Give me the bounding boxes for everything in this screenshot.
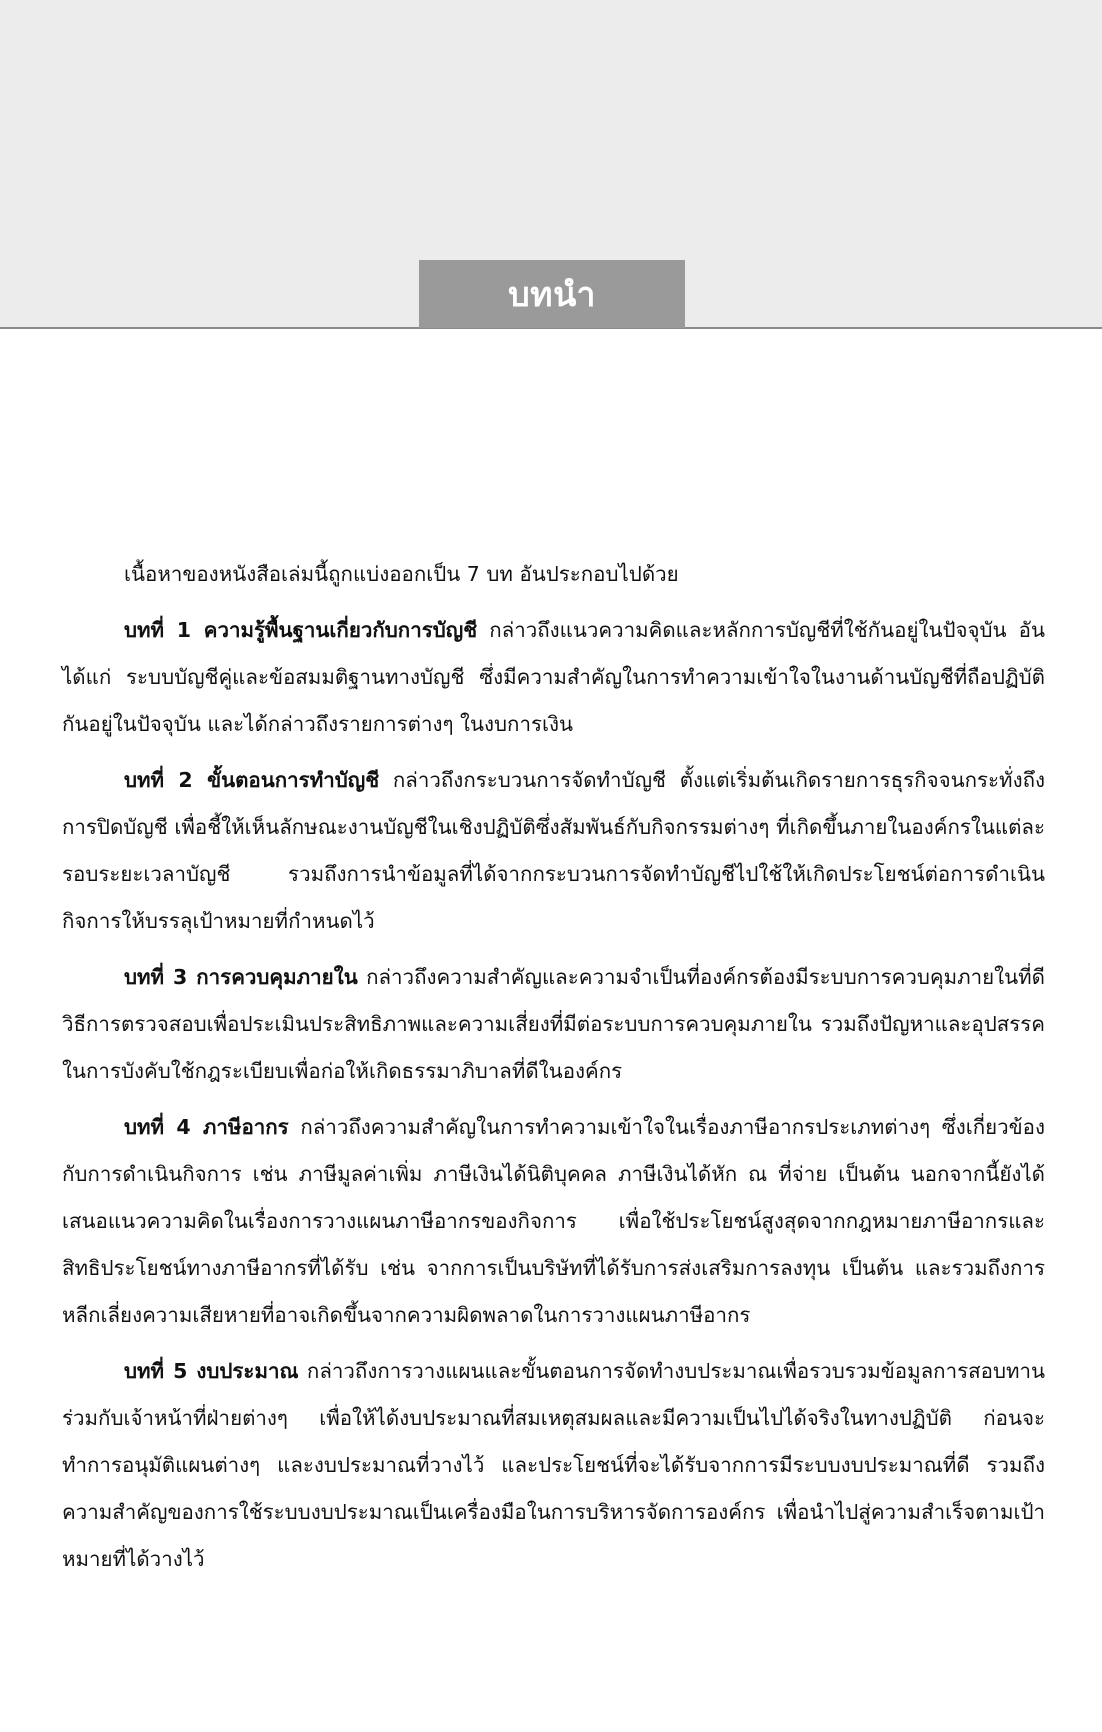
- chapter-3-body: กล่าวถึงความสำคัญและความจำเป็นที่องค์กรต้องมีระบบการควบคุมภายในที่ดี วิธีการตรวจสอบเพื่อประเมินประสิทธิภาพและความเสี่ยงที่มีต่อระบบการควบคุมภายใน รวมถึงปัญหาและอุปสรรคในการบังคับใช้กฎระเบียบเพื่อก่อให้เกิดธรรมาภิบาลที่ดีในองค์กร: [62, 965, 1045, 1083]
- chapter-5-paragraph: [62, 1348, 1045, 1583]
- chapter-3-paragraph: [62, 954, 1045, 1095]
- content-body: [62, 551, 1045, 1592]
- chapter-5-body: กล่าวถึงการวางแผนและขั้นตอนการจัดทำงบประมาณเพื่อรวบรวมข้อมูลการสอบทานร่วมกับเจ้าหน้าที่ฝ่ายต่างๆ เพื่อให้ได้งบประมาณที่สมเหตุสมผลและมีความเป็นไปได้จริงในทางปฏิบัติ ก่อนจะทำการอนุมัติแผนต่างๆ และงบประมาณที่วางไว้ และประโยชน์ที่จะได้รับจากการมีระบบงบประมาณที่ดี รวมถึงความสำคัญของการใช้ระบบงบประมาณเป็นเครื่องมือในการบริหารจัดการองค์กร เพื่อนำไปสู่ความสำเร็จตามเป้าหมายที่ได้วางไว้: [62, 1359, 1045, 1571]
- chapter-2-body: กล่าวถึงกระบวนการจัดทำบัญชี ตั้งแต่เริ่มต้นเกิดรายการธุรกิจจนกระทั่งถึงการปิดบัญชี เพื่อชี้ให้เห็นลักษณะงานบัญชีในเชิงปฏิบัติซึ่งสัมพันธ์กับกิจกรรมต่างๆ ที่เกิดขึ้นภายในองค์กรในแต่ละรอบระยะเวลาบัญชี รวมถึงการนำข้อมูลที่ได้จากกระบวนการจัดทำบัญชีไปใช้ให้เกิดประโยชน์ต่อการดำเนินกิจการให้บรรลุเป้าหมายที่กำหนดไว้: [62, 768, 1045, 933]
- chapter-4-heading: บทที่ 4 ภาษีอากร: [124, 1115, 289, 1139]
- chapter-5-heading: บทที่ 5 งบประมาณ: [124, 1359, 299, 1383]
- chapter-3-heading: บทที่ 3 การควบคุมภายใน: [124, 965, 358, 989]
- chapter-4-body: กล่าวถึงความสำคัญในการทำความเข้าใจในเรื่องภาษีอากรประเภทต่างๆ ซึ่งเกี่ยวข้องกับการดำเนินกิจการ เช่น ภาษีมูลค่าเพิ่ม ภาษีเงินได้นิติบุคคล ภาษีเงินได้หัก ณ ที่จ่าย เป็นต้น นอกจากนี้ยังได้เสนอแนวความคิดในเรื่องการวางแผนภาษีอากรของกิจการ เพื่อใช้ประโยชน์สูงสุดจากกฎหมายภาษีอากรและสิทธิประโยชน์ทางภาษีอากรที่ได้รับ เช่น จากการเป็นบริษัทที่ได้รับการส่งเสริมการลงทุน เป็นต้น และรวมถึงการหลีกเลี่ยงความเสียหายที่อาจเกิดขึ้นจากความผิดพลาดในการวางแผนภาษีอากร: [62, 1115, 1045, 1327]
- page-title: บทนำ: [419, 260, 685, 328]
- chapter-2-paragraph: [62, 757, 1045, 945]
- chapter-2-heading: บทที่ 2 ขั้นตอนการทำบัญชี: [124, 768, 380, 792]
- chapter-4-paragraph: [62, 1104, 1045, 1339]
- chapter-1-paragraph: [62, 607, 1045, 748]
- chapter-1-body: กล่าวถึงแนวความคิดและหลักการบัญชีที่ใช้กันอยู่ในปัจจุบัน อันได้แก่ ระบบบัญชีคู่และข้อสมมติฐานทางบัญชี ซึ่งมีความสำคัญในการทำความเข้าใจในงานด้านบัญชีที่ถือปฏิบัติกันอยู่ในปัจจุบัน และได้กล่าวถึงรายการต่างๆ ในงบการเงิน: [62, 618, 1045, 736]
- chapter-1-heading: บทที่ 1 ความรู้พื้นฐานเกี่ยวกับการบัญชี: [124, 618, 478, 642]
- intro-paragraph: เนื้อหาของหนังสือเล่มนี้ถูกแบ่งออกเป็น 7 บท อันประกอบไปด้วย: [124, 562, 679, 586]
